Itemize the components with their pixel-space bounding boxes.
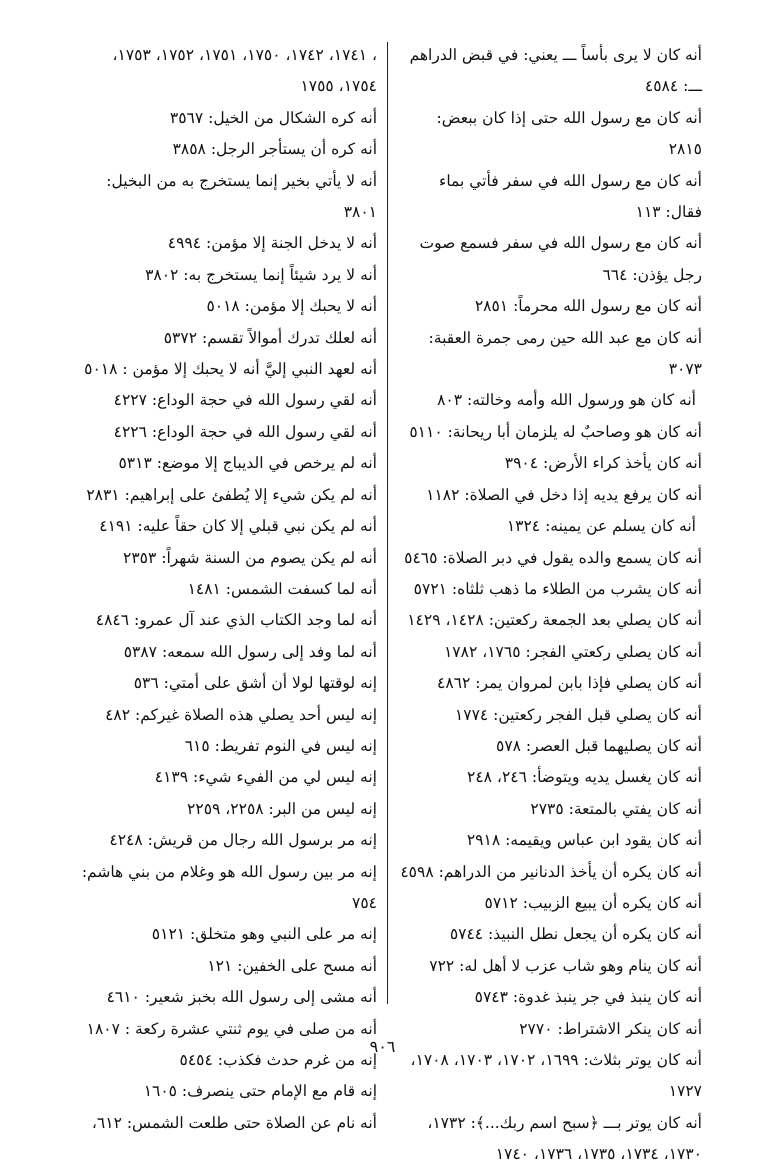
index-entry: أنه لما كسفت الشمس: ١٤٨١: [187, 579, 377, 598]
index-entry: أنه كان يكره أن يبيع الزبيب: ٥٧١٢: [484, 893, 702, 912]
index-entry: أنه لم يكن يصوم من السنة شهراً: ٢٣٥٣: [123, 548, 377, 567]
index-entry: إنه لوقتها لولا أن أشق على أمتي: ٥٣٦: [133, 674, 377, 693]
index-entry: أنه كان يصلي فإذا بابن لمروان يمر: ٤٨٦٢: [437, 674, 702, 693]
index-entry: أنه لا يحبك إلا مؤمن: ٥٠١٨: [206, 297, 377, 316]
index-entry: أنه لقي رسول الله في حجة الوداع: ٤٢٢٦: [113, 422, 377, 441]
index-entry: أنه كان يغسل يديه ويتوضأ: ٢٤٦، ٢٤٨: [467, 768, 702, 787]
index-entry: أنه كان مع رسول الله في سفر فأتي بماء فقال: ١١٣: [439, 171, 702, 222]
index-column-left: [70, 40, 377, 1139]
index-entry: إنه مر على النبي وهو متخلق: ٥١٢١: [151, 925, 377, 944]
index-entry: إنه ليس لي من الفيء شيء: ٤١٣٩: [154, 768, 377, 787]
index-entry: أنه كان يكره أن يجعل نطل النبيذ: ٥٧٤٤: [449, 925, 702, 944]
index-entry: أنه كان لا يرى بأساً ـــ يعني: في قبض الدراهم ـــ: ٤٥٨٤: [409, 46, 702, 96]
page-number: ٩٠٦: [369, 1037, 396, 1056]
index-entry: أنه كان يفتي بالمتعة: ٢٧٣٥: [530, 799, 702, 818]
index-entry: أنه كان مع رسول الله في سفر فسمع صوت رجل يؤذن: ٦٦٤: [419, 234, 702, 284]
index-entry: أنه كان مع عبد الله حين رمى جمرة العقبة: ٣٠٧٣: [428, 328, 702, 379]
index-entry: أنه لا يرد شيئاً إنما يستخرج به: ٣٨٠٢: [145, 265, 377, 284]
index-entry: إنه مر بين رسول الله هو وغلام من بني هاشم: ٧٥٤: [81, 862, 377, 912]
index-entry: إنه مر برسول الله رجال من قريش: ٤٢٤٨: [109, 831, 377, 850]
index-entry: أنه كان ينام وهو شاب عزب لا أهل له: ٧٢٢: [429, 956, 702, 975]
index-entry: إنه قام مع الإمام حتى ينصرف: ١٦٠٥: [143, 1082, 377, 1101]
index-entry: أنه مشى إلى رسول الله بخبز شعير: ٤٦١٠: [106, 988, 377, 1007]
index-entry: أنه كان يأخذ كراء الأرض: ٣٩٠٤: [504, 454, 702, 473]
index-entry: أنه مسح على الخفين: ١٢١: [207, 956, 377, 975]
index-entry: أنه كان يوتر بـــ ﴿سبح اسم ربك...﴾: ١٧٣٢، ١٧٣٠، ١٧٣٤، ١٧٣٥، ١٧٣٦، ١٧٤٠: [427, 1113, 702, 1164]
index-entry: أنه كان يصلي قبل الفجر ركعتين: ١٧٧٤: [454, 705, 702, 724]
index-entry: ، ١٧٤١، ١٧٤٢، ١٧٥٠، ١٧٥١، ١٧٥٢، ١٧٥٣، ١٧٥٤، ١٧٥٥: [112, 46, 377, 96]
column-divider: [387, 42, 388, 1004]
index-entry: أنه كان ينكر الاشتراط: ٢٧٧٠: [519, 1019, 702, 1038]
index-entry: أنه لما وجد الكتاب الذي عند آل عمرو: ٤٨٤٦: [95, 611, 377, 630]
index-entry: أنه كان مع رسول الله محرماً: ٢٨٥١: [474, 297, 702, 316]
index-entry: أنه كان يصلي بعد الجمعة ركعتين: ١٤٢٨، ١٤٢٩: [407, 611, 702, 630]
index-entry: أنه كان ينبذ في جر ينبذ غدوة: ٥٧٤٣: [474, 988, 702, 1007]
index-entry: إنه من غرم حدث فكذب: ٥٤٥٤: [179, 1051, 377, 1069]
index-entry: أنه لا يدخل الجنة إلا مؤمن: ٤٩٩٤: [167, 234, 377, 253]
index-entry: أنه كان يكره أن يأخذ الدنانير من الدراهم: ٤٥٩٨: [400, 862, 702, 881]
index-entry: أنه لا يأتي بخير إنما يستخرج به من البخيل: ٣٨٠١: [106, 171, 377, 222]
index-entry: أنه كره أن يستأجر الرجل: ٣٨٥٨: [172, 140, 377, 159]
index-entry: أنه كان يصليهما قبل العصر: ٥٧٨: [496, 736, 702, 755]
index-entry: أنه كان يسمع والده يقول في دبر الصلاة: ٥٤٦٥: [404, 548, 702, 567]
index-entry: إنه ليس من البر: ٢٢٥٨، ٢٢٥٩: [187, 799, 377, 818]
index-entry: أنه كان هو وصاحبٌ له يلزمان أبا ريحانة: ٥١١٠: [409, 422, 702, 441]
index-entry: أنه كان يرفع يديه إذا دخل في الصلاة: ١١٨٢: [426, 485, 702, 504]
index-entry: إنه ليس أحد يصلي هذه الصلاة غيركم: ٤٨٢: [105, 705, 377, 724]
index-entry: أنه لقي رسول الله في حجة الوداع: ٤٢٢٧: [113, 391, 377, 410]
index-entry: أنه كان يقود ابن عباس ويقيمه: ٢٩١٨: [466, 831, 702, 850]
index-entry: أنه لم يكن نبي قبلي إلا كان حقاً عليه: ٤١٩١: [99, 517, 377, 536]
index-entry: أنه كان يشرب من الطلاء ما ذهب ثلثاه: ٥٧٢١: [413, 579, 702, 598]
index-entry: أنه كان مع رسول الله حتى إذا كان ببعض: ٢٨١٥: [436, 108, 702, 159]
index-entry: أنه كان هو ورسول الله وأمه وخالته: ٨٠٣: [437, 391, 696, 410]
index-entry: أنه كره الشكال من الخيل: ٣٥٦٧: [169, 108, 377, 127]
index-entry: أنه كان يسلم عن يمينه: ١٣٢٤: [506, 517, 696, 536]
index-entry: أنه لم يرخص في الديباج إلا موضع: ٥٣١٣: [118, 454, 377, 473]
index-entry: إنه ليس في النوم تفريط: ٦١٥: [184, 736, 377, 755]
index-entry: أنه لعلك تدرك أموالاً تقسم: ٥٣٧٢: [163, 328, 377, 347]
index-entry: أنه كان يصلي ركعتي الفجر: ١٧٦٥، ١٧٨٢: [443, 642, 702, 661]
index-column-right: [400, 40, 702, 1171]
index-entry: أنه لم يكن شيء إلا يُطفئ على إبراهيم: ٢٨٣١: [86, 485, 377, 504]
index-entry: أنه كان يوتر بثلاث: ١٦٩٩، ١٧٠٢، ١٧٠٣، ١٧٠٨، ١٧٢٧: [410, 1051, 702, 1101]
index-entry: أنه لما وفد إلى رسول الله سمعه: ٥٣٨٧: [123, 642, 377, 661]
index-entry: أنه نام عن الصلاة حتى طلعت الشمس: ٦١٢،: [91, 1113, 377, 1132]
index-entry: أنه من صلى في يوم ثنتي عشرة ركعة : ١٨٠٧: [86, 1019, 377, 1038]
index-entry: أنه لعهد النبي إليَّ أنه لا يحبك إلا مؤمن : ٥٠١٨: [84, 360, 377, 379]
